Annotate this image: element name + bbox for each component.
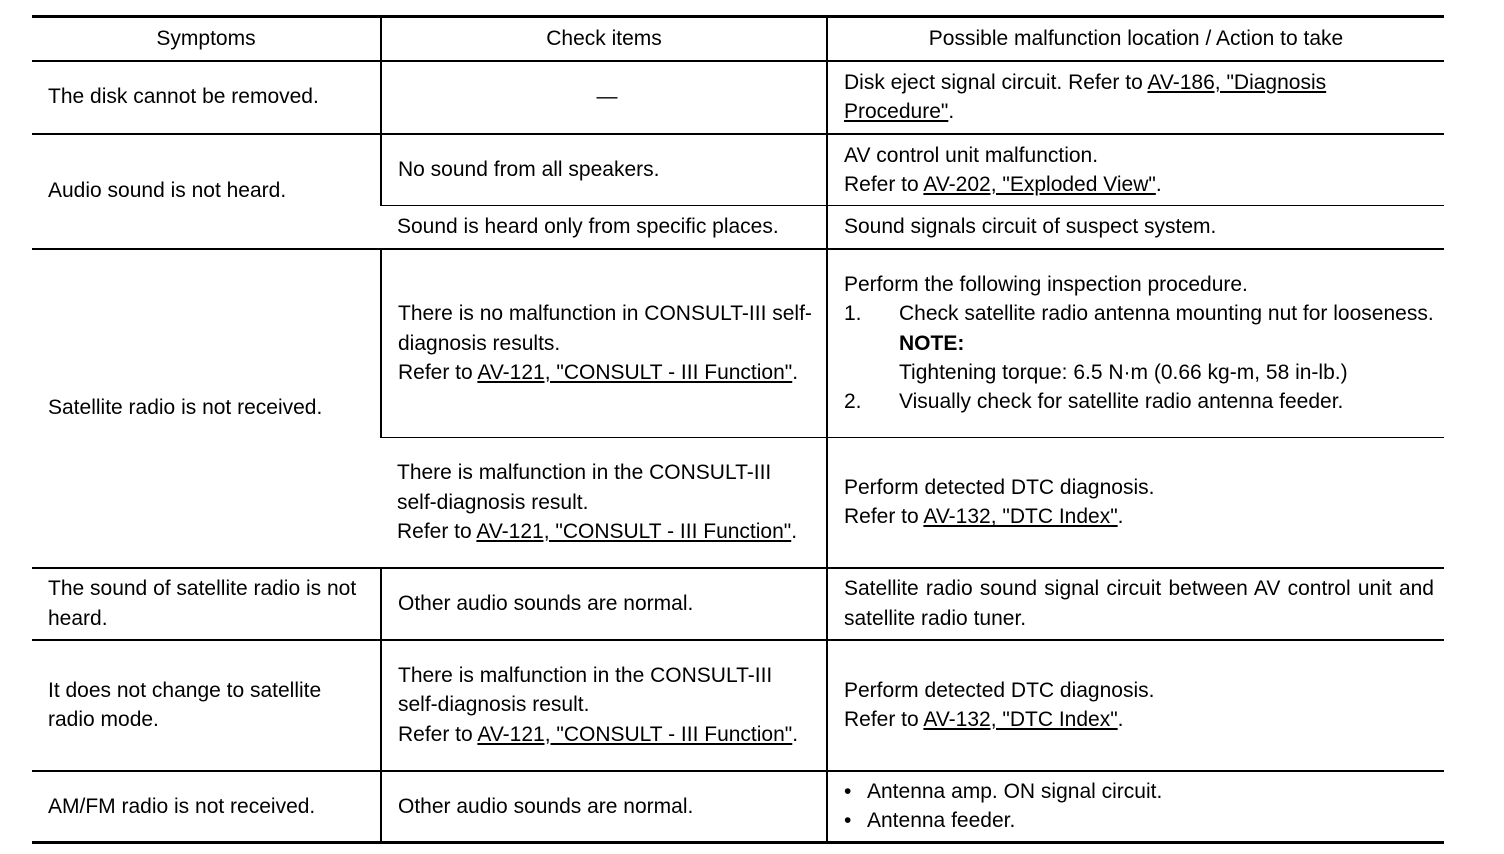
action-text: Disk eject signal circuit. Refer to bbox=[844, 70, 1148, 94]
reference-link[interactable]: AV-186, "Diagnosis Procedure" bbox=[844, 70, 1327, 123]
reference-link[interactable]: AV-121, "CONSULT - III Function" bbox=[477, 360, 793, 384]
action-cell: Satellite radio sound signal circuit between AV control unit and satellite radio tuner. bbox=[827, 568, 1444, 640]
table-row bbox=[32, 61, 1444, 134]
header-row bbox=[32, 17, 1444, 61]
bullet-dot-icon: • bbox=[844, 780, 852, 804]
check-cell: There is malfunction in the CONSULT-III self-diagnosis result. Refer to AV-121, "CONSULT - III Function". bbox=[381, 438, 827, 568]
action-cell: Disk eject signal circuit. Refer to AV-186, "Diagnosis Procedure". bbox=[827, 61, 1444, 134]
action-cell: Perform detected DTC diagnosis. Refer to AV-132, "DTC Index". bbox=[827, 640, 1444, 771]
symptom-cell: Audio sound is not heard. bbox=[32, 134, 381, 249]
symptom-cell: Satellite radio is not received. bbox=[32, 249, 381, 568]
header-action: Possible malfunction location / Action to take bbox=[827, 17, 1444, 61]
diagnosis-table bbox=[32, 15, 1444, 844]
check-cell: Sound is heard only from specific places. bbox=[381, 206, 827, 249]
table-row bbox=[32, 771, 1444, 843]
procedure-step: 2. Visually check for satellite radio antenna feeder. bbox=[844, 390, 1344, 414]
reference-link[interactable]: AV-132, "DTC Index" bbox=[923, 708, 1118, 731]
check-cell: Other audio sounds are normal. bbox=[381, 771, 827, 843]
bullet-item: • Antenna feeder. bbox=[844, 806, 1434, 835]
symptom-cell: It does not change to satellite radio mode. bbox=[32, 640, 381, 771]
note-text: Tightening torque: 6.5 N·m (0.66 kg-m, 58 in-lb.) bbox=[899, 360, 1348, 384]
reference-link[interactable]: AV-132, "DTC Index" bbox=[923, 505, 1118, 529]
header-check-items: Check items bbox=[381, 17, 827, 61]
symptom-cell: The disk cannot be removed. bbox=[32, 61, 381, 134]
table-row bbox=[32, 568, 1444, 640]
check-cell: — bbox=[381, 61, 827, 134]
action-cell: Sound signals circuit of suspect system. bbox=[827, 206, 1444, 249]
action-cell: AV control unit malfunction. Refer to AV-202, "Exploded View". bbox=[827, 134, 1444, 206]
check-cell: Other audio sounds are normal. bbox=[381, 568, 827, 640]
check-cell: No sound from all speakers. bbox=[381, 134, 827, 206]
table-row bbox=[32, 249, 1444, 438]
bullet-dot-icon: • bbox=[844, 809, 852, 833]
header-symptoms: Symptoms bbox=[32, 17, 381, 61]
reference-link[interactable]: AV-202, "Exploded View" bbox=[923, 172, 1156, 196]
reference-link[interactable]: AV-121, "CONSULT - III Function" bbox=[476, 519, 792, 543]
procedure-step: 1. Check satellite radio antenna mounting nut for looseness. NOTE: Tightening torque: 6.5 N·m (0.66 kg-m, 58 in-lb.) bbox=[844, 299, 1434, 387]
reference-link[interactable]: AV-121, "CONSULT - III Function" bbox=[477, 722, 793, 746]
table-row bbox=[32, 640, 1444, 771]
symptom-cell: AM/FM radio is not received. bbox=[32, 771, 381, 843]
check-cell: There is no malfunction in CONSULT-III self-diagnosis results. Refer to AV-121, "CONSULT - III Function". bbox=[381, 249, 827, 438]
bullet-item: • Antenna amp. ON signal circuit. bbox=[844, 777, 1434, 806]
check-cell: There is malfunction in the CONSULT-III self-diagnosis result. Refer to AV-121, "CONSULT - III Function". bbox=[381, 640, 827, 771]
note-label: NOTE: bbox=[899, 331, 965, 355]
symptom-cell: The sound of satellite radio is not heard. bbox=[32, 568, 381, 640]
table-row bbox=[32, 134, 1444, 206]
action-cell: Perform detected DTC diagnosis. Refer to AV-132, "DTC Index". bbox=[827, 438, 1444, 568]
action-cell bbox=[827, 771, 1444, 843]
action-cell: Perform the following inspection procedure. 1. Check satellite radio antenna mounting nut for looseness. NOTE: Tightening torque: 6.5 N·m (0.66 kg-m, 58 in-lb.) 2. Visually check for satellite radio antenna feeder. bbox=[827, 249, 1444, 438]
